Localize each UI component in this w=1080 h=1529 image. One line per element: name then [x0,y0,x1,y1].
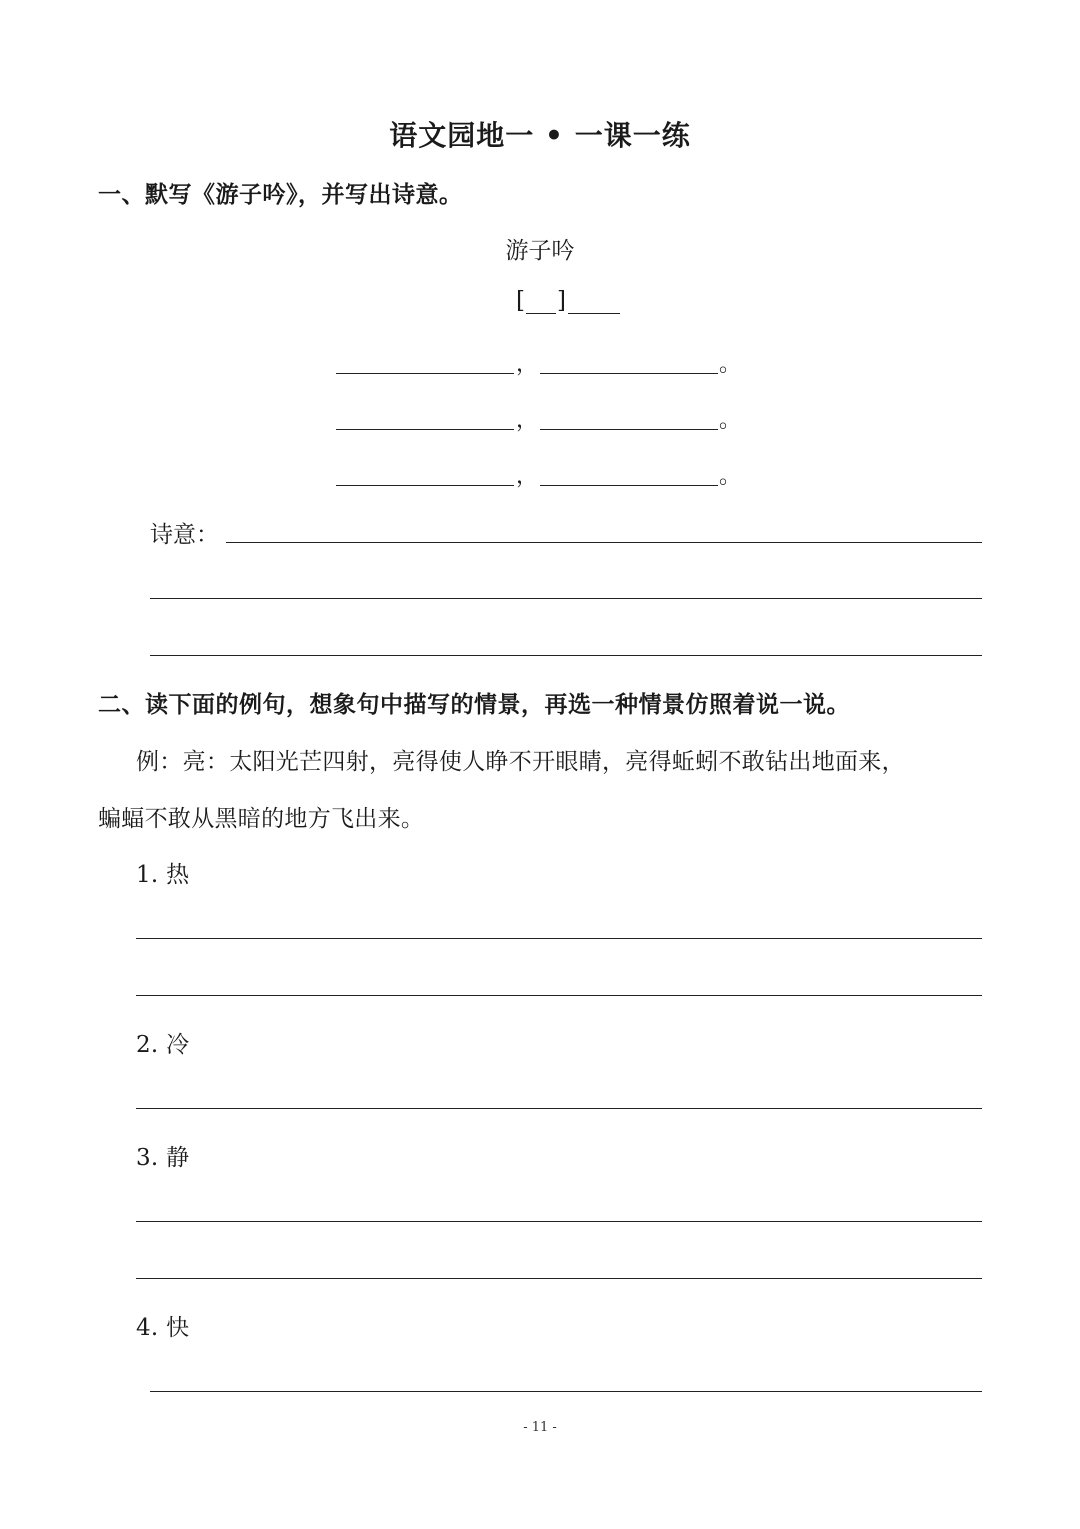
answer-line[interactable] [136,938,982,939]
poem-period: 。 [719,408,742,433]
poem-period: 。 [719,352,742,377]
answer-line[interactable] [136,1278,982,1279]
poem-blank[interactable] [336,428,514,430]
poem-title: 游子吟 [505,238,575,264]
example-line-2: 蝙蝠不敢从黑暗的地方飞出来。 [98,806,425,832]
page-title: 语文园地一 • 一课一练 [389,119,691,152]
poem-line-3 [336,456,742,489]
author-line [516,288,620,314]
author-blank[interactable] [568,291,620,314]
dynasty-blank[interactable] [526,291,556,314]
poem-blank[interactable] [540,428,718,430]
poem-line-1 [336,344,742,377]
meaning-answer-line[interactable] [226,542,982,543]
item-label-hot: 1. 热 [136,862,190,888]
answer-line[interactable] [136,1221,982,1222]
example-line-1: 例：亮：太阳光芒四射，亮得使人睁不开眼睛，亮得蚯蚓不敢钻出地面来， [136,749,905,775]
poem-comma: ， [516,408,539,433]
author-bracket-close: ] [556,288,566,314]
meaning-answer-line[interactable] [150,598,982,599]
poem-line-2 [336,400,742,433]
item-label-fast: 4. 快 [136,1315,190,1341]
answer-line[interactable] [150,1391,982,1392]
poem-comma: ， [516,352,539,377]
poem-blank[interactable] [336,484,514,486]
page-number: - 11 - [523,1420,557,1435]
item-label-quiet: 3. 静 [136,1145,190,1171]
poem-blank[interactable] [540,372,718,374]
poem-blank[interactable] [336,372,514,374]
question-2-heading: 二、读下面的例句，想象句中描写的情景，再选一种情景仿照着说一说。 [98,691,850,718]
answer-line[interactable] [136,1108,982,1109]
poem-blank[interactable] [540,484,718,486]
author-bracket-open: [ [516,288,525,314]
meaning-label: 诗意： [150,522,219,548]
poem-comma: ， [516,464,539,489]
item-label-cold: 2. 冷 [136,1032,190,1058]
answer-line[interactable] [136,995,982,996]
question-1-heading: 一、默写《游子吟》，并写出诗意。 [98,181,463,208]
poem-period: 。 [719,464,742,489]
meaning-answer-line[interactable] [150,655,982,656]
